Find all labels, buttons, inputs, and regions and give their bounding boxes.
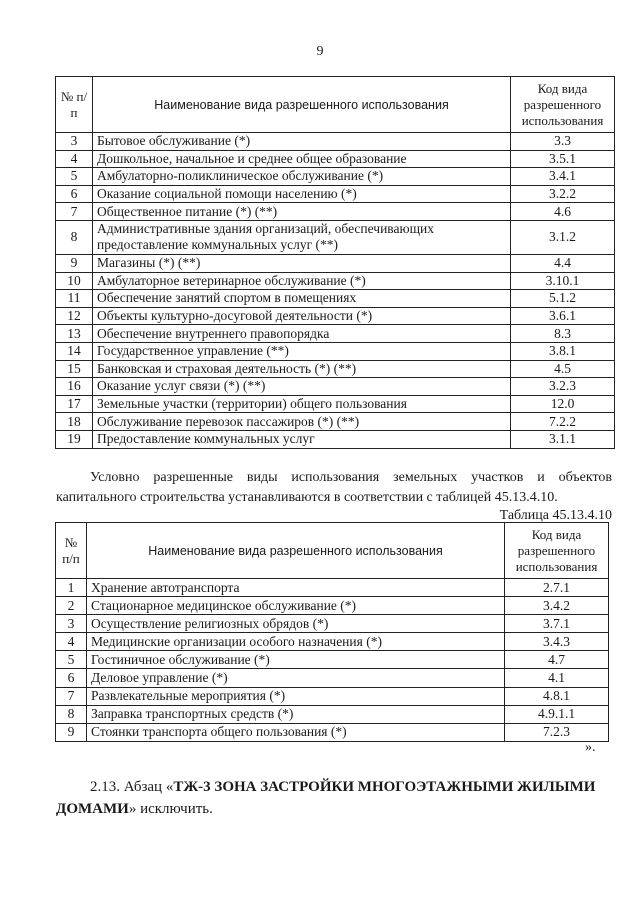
table-row <box>56 669 609 687</box>
row-number: 6 <box>56 185 93 203</box>
row-use-code: 3.6.1 <box>511 307 615 325</box>
table-row <box>56 395 615 413</box>
row-number: 8 <box>56 705 87 723</box>
table-caption: Таблица 45.13.4.10 <box>499 508 612 523</box>
row-number: 12 <box>56 307 93 325</box>
table-row <box>56 615 609 633</box>
row-number: 13 <box>56 325 93 343</box>
row-use-name: Заправка транспортных средств (*) <box>87 705 505 723</box>
row-use-code: 3.4.2 <box>505 597 609 615</box>
row-use-name: Банковская и страховая деятельность (*) (**) <box>93 360 511 378</box>
row-use-code: 3.1.1 <box>511 430 615 448</box>
row-number: 18 <box>56 413 93 431</box>
row-number: 4 <box>56 633 87 651</box>
header-number: № п/п <box>56 523 87 579</box>
row-use-name: Медицинские организации особого назначения (*) <box>87 633 505 651</box>
table-body <box>56 579 609 742</box>
row-use-name: Стационарное медицинское обслуживание (*) <box>87 597 505 615</box>
row-use-code: 12.0 <box>511 395 615 413</box>
row-number: 8 <box>56 220 93 254</box>
row-use-name: Бытовое обслуживание (*) <box>93 133 511 151</box>
row-use-code: 4.5 <box>511 360 615 378</box>
table-row <box>56 203 615 221</box>
row-use-code: 7.2.2 <box>511 413 615 431</box>
table-row <box>56 307 615 325</box>
row-use-code: 4.1 <box>505 669 609 687</box>
table-row <box>56 651 609 669</box>
paragraph-conditional-uses <box>56 468 612 508</box>
row-use-code: 3.2.3 <box>511 378 615 396</box>
table-header-row <box>56 523 609 579</box>
row-number: 10 <box>56 272 93 290</box>
table-row <box>56 687 609 705</box>
header-number: № п/п <box>56 77 93 133</box>
row-use-name: Обеспечение внутреннего правопорядка <box>93 325 511 343</box>
page-number: 9 <box>316 44 324 59</box>
row-use-code: 8.3 <box>511 325 615 343</box>
table-row <box>56 430 615 448</box>
table-row <box>56 220 615 254</box>
row-use-code: 3.4.3 <box>505 633 609 651</box>
table-row <box>56 150 615 168</box>
table-row <box>56 254 615 272</box>
row-number: 2 <box>56 597 87 615</box>
row-number: 19 <box>56 430 93 448</box>
closing-quote: ». <box>585 740 596 755</box>
row-number: 17 <box>56 395 93 413</box>
row-use-code: 3.3 <box>511 133 615 151</box>
table-row <box>56 342 615 360</box>
amendment-zone-name: ТЖ-3 ЗОНА ЗАСТРОЙКИ МНОГОЭТАЖНЫМИ ЖИЛЫМИ ДОМАМИ <box>56 779 596 817</box>
row-use-name: Земельные участки (территории) общего пользования <box>93 395 511 413</box>
row-use-code: 3.7.1 <box>505 615 609 633</box>
row-number: 1 <box>56 579 87 597</box>
row-number: 4 <box>56 150 93 168</box>
row-use-name: Осуществление религиозных обрядов (*) <box>87 615 505 633</box>
row-use-code: 3.10.1 <box>511 272 615 290</box>
table-body <box>56 133 615 449</box>
row-number: 5 <box>56 651 87 669</box>
row-use-name: Оказание услуг связи (*) (**) <box>93 378 511 396</box>
table-row <box>56 597 609 615</box>
table-row <box>56 723 609 741</box>
row-number: 3 <box>56 615 87 633</box>
row-use-name: Обслуживание перевозок пассажиров (*) (**) <box>93 413 511 431</box>
header-code: Код вида разрешенного использования <box>505 523 609 579</box>
row-use-name: Деловое управление (*) <box>87 669 505 687</box>
table-row <box>56 705 609 723</box>
table-row <box>56 325 615 343</box>
row-use-name: Стоянки транспорта общего пользования (*) <box>87 723 505 741</box>
table-row <box>56 413 615 431</box>
paragraph-text: Условно разрешенные виды использования земельных участков и объектов капитального строительства устанавливаются в соответствии с таблицей 45.13.4.10. <box>56 470 612 505</box>
row-use-name: Общественное питание (*) (**) <box>93 203 511 221</box>
row-number: 9 <box>56 723 87 741</box>
row-number: 7 <box>56 203 93 221</box>
row-use-code: 3.8.1 <box>511 342 615 360</box>
row-number: 11 <box>56 290 93 308</box>
row-number: 7 <box>56 687 87 705</box>
table-row <box>56 168 615 186</box>
row-use-code: 2.7.1 <box>505 579 609 597</box>
amendment-prefix: 2.13. Абзац « <box>90 779 174 795</box>
row-use-name: Амбулаторное ветеринарное обслуживание (*) <box>93 272 511 290</box>
row-number: 15 <box>56 360 93 378</box>
row-use-code: 3.4.1 <box>511 168 615 186</box>
row-use-name: Предоставление коммунальных услуг <box>93 430 511 448</box>
header-name: Наименование вида разрешенного использования <box>87 523 505 579</box>
table-row <box>56 290 615 308</box>
row-use-name: Обеспечение занятий спортом в помещениях <box>93 290 511 308</box>
row-use-code: 4.7 <box>505 651 609 669</box>
table-row <box>56 185 615 203</box>
row-use-name: Административные здания организаций, обеспечивающих предоставление коммунальных услуг (**) <box>93 220 511 254</box>
row-use-code: 4.8.1 <box>505 687 609 705</box>
row-number: 14 <box>56 342 93 360</box>
table-row <box>56 272 615 290</box>
header-code: Код вида разрешенного использования <box>511 77 615 133</box>
table-header-row <box>56 77 615 133</box>
row-use-name: Объекты культурно-досуговой деятельности (*) <box>93 307 511 325</box>
row-use-name: Магазины (*) (**) <box>93 254 511 272</box>
row-use-code: 4.6 <box>511 203 615 221</box>
row-use-code: 3.1.2 <box>511 220 615 254</box>
table-row <box>56 579 609 597</box>
row-use-name: Государственное управление (**) <box>93 342 511 360</box>
header-name: Наименование вида разрешенного использования <box>93 77 511 133</box>
row-use-name: Хранение автотранспорта <box>87 579 505 597</box>
row-use-name: Гостиничное обслуживание (*) <box>87 651 505 669</box>
table-row <box>56 633 609 651</box>
table-row <box>56 360 615 378</box>
row-use-name: Дошкольное, начальное и среднее общее образование <box>93 150 511 168</box>
permitted-use-table <box>55 76 615 449</box>
row-number: 5 <box>56 168 93 186</box>
table-row <box>56 133 615 151</box>
amendment-suffix: » исключить. <box>128 801 213 817</box>
paragraph-amendment <box>56 776 612 820</box>
row-use-code: 3.5.1 <box>511 150 615 168</box>
row-number: 16 <box>56 378 93 396</box>
row-use-code: 7.2.3 <box>505 723 609 741</box>
conditional-use-table <box>55 522 609 742</box>
row-use-name: Амбулаторно-поликлиническое обслуживание (*) <box>93 168 511 186</box>
row-use-name: Оказание социальной помощи населению (*) <box>93 185 511 203</box>
row-use-name: Развлекательные мероприятия (*) <box>87 687 505 705</box>
row-use-code: 4.4 <box>511 254 615 272</box>
row-use-code: 4.9.1.1 <box>505 705 609 723</box>
table-row <box>56 378 615 396</box>
row-number: 6 <box>56 669 87 687</box>
row-number: 3 <box>56 133 93 151</box>
row-use-code: 3.2.2 <box>511 185 615 203</box>
row-use-code: 5.1.2 <box>511 290 615 308</box>
row-number: 9 <box>56 254 93 272</box>
